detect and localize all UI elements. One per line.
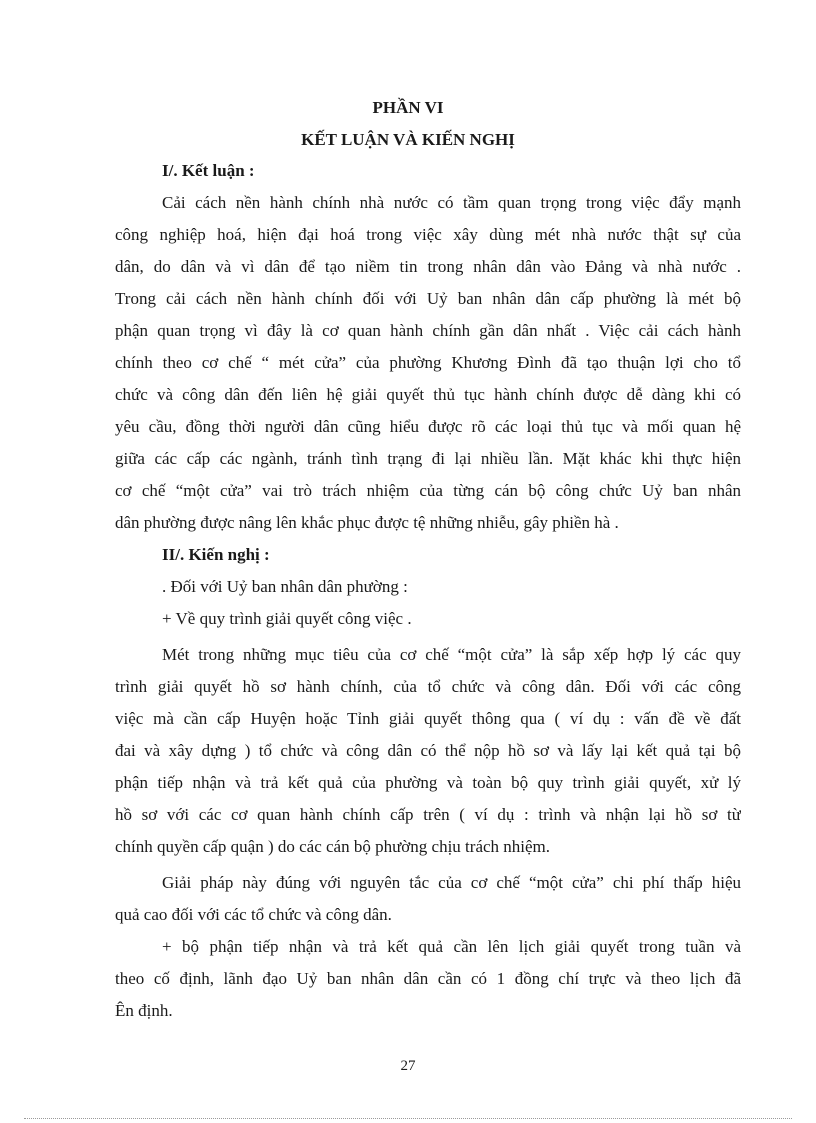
part-title: PHẦN VI <box>372 98 444 117</box>
page-bottom-border <box>24 1118 792 1119</box>
paragraph-line: hồ sơ với các cơ quan hành chính cấp trên ( ví dụ : trình và nhận lại hồ sơ từ <box>115 805 741 824</box>
paragraph-line: Ên định. <box>115 1001 173 1020</box>
section-conclusion-heading: I/. Kết luận : <box>162 161 255 180</box>
paragraph-line: Mét trong những mục tiêu của cơ chế “một cửa” là sắp xếp hợp lý các quy <box>162 645 741 664</box>
paragraph-line: việc mà cần cấp Huyện hoặc Tỉnh giải quyết thông qua ( ví dụ : vấn đề về đất <box>115 709 741 728</box>
paragraph-line: dân, do dân và vì dân để tạo niềm tin trong nhân dân vào Đảng và nhà nước . <box>115 257 741 276</box>
paragraph-line: chính quyền cấp quận ) do các cán bộ phường chịu trách nhiệm. <box>115 837 551 856</box>
paragraph-line: + bộ phận tiếp nhận và trả kết quả cần lên lịch giải quyết trong tuần và <box>162 937 741 956</box>
paragraph-line: dân phường được nâng lên khắc phục được tệ những nhiễu, gây phiền hà . <box>115 513 619 532</box>
paragraph-line: trình giải quyết hồ sơ hành chính, của tổ chức và công dân. Đối với các công <box>115 677 741 696</box>
paragraph-line: cơ chế “một cửa” vai trò trách nhiệm của từng cán bộ công chức Uỷ ban nhân <box>115 481 741 500</box>
page-number: 27 <box>400 1058 416 1074</box>
paragraph-line: chính theo cơ chế “ mét cửa” của phường Khương Đình đã tạo thuận lợi cho tổ <box>115 353 741 372</box>
paragraph-line: Trong cải cách nền hành chính đối với Uỷ ban nhân dân cấp phường là mét bộ <box>115 289 741 308</box>
paragraph-line: quả cao đối với các tổ chức và công dân. <box>115 905 392 924</box>
paragraph-line: Giải pháp này đúng với nguyên tắc của cơ chế “một cửa” chi phí thấp hiệu <box>162 873 741 892</box>
chapter-title: KẾT LUẬN VÀ KIẾN NGHỊ <box>301 130 515 149</box>
paragraph-line: Cải cách nền hành chính nhà nước có tầm quan trọng trong việc đẩy mạnh <box>162 193 741 212</box>
paragraph-line: giữa các cấp các ngành, tránh tình trạng đi lại nhiều lần. Mặt khác khi thực hiện <box>115 449 741 468</box>
list-item-ward: . Đối với Uỷ ban nhân dân phường : <box>162 577 408 596</box>
list-item-process: + Về quy trình giải quyết công việc . <box>162 609 412 628</box>
paragraph-line: phận quan trọng vì đây là cơ quan hành chính gần dân nhất . Việc cải cách hành <box>115 321 741 340</box>
paragraph-line: chức và công dân đến liên hệ giải quyết thủ tục hành chính được dễ dàng khi có <box>115 385 741 404</box>
section-recommendation-heading: II/. Kiến nghị : <box>162 545 270 564</box>
paragraph-line: yêu cầu, đồng thời người dân cũng hiểu được rõ các loại thủ tục và mối quan hệ <box>115 417 741 436</box>
paragraph-line: phận tiếp nhận và trả kết quả của phường và toàn bộ quy trình giải quyết, xử lý <box>115 773 741 792</box>
paragraph-line: đai và xây dựng ) tổ chức và công dân có thể nộp hồ sơ và lấy lại kết quả tại bộ <box>115 741 741 760</box>
paragraph-line: công nghiệp hoá, hiện đại hoá trong việc xây dùng mét nhà nước thật sự của <box>115 225 741 244</box>
paragraph-line: theo cố định, lãnh đạo Uỷ ban nhân dân cần có 1 đồng chí trực và theo lịch đã <box>115 969 741 988</box>
